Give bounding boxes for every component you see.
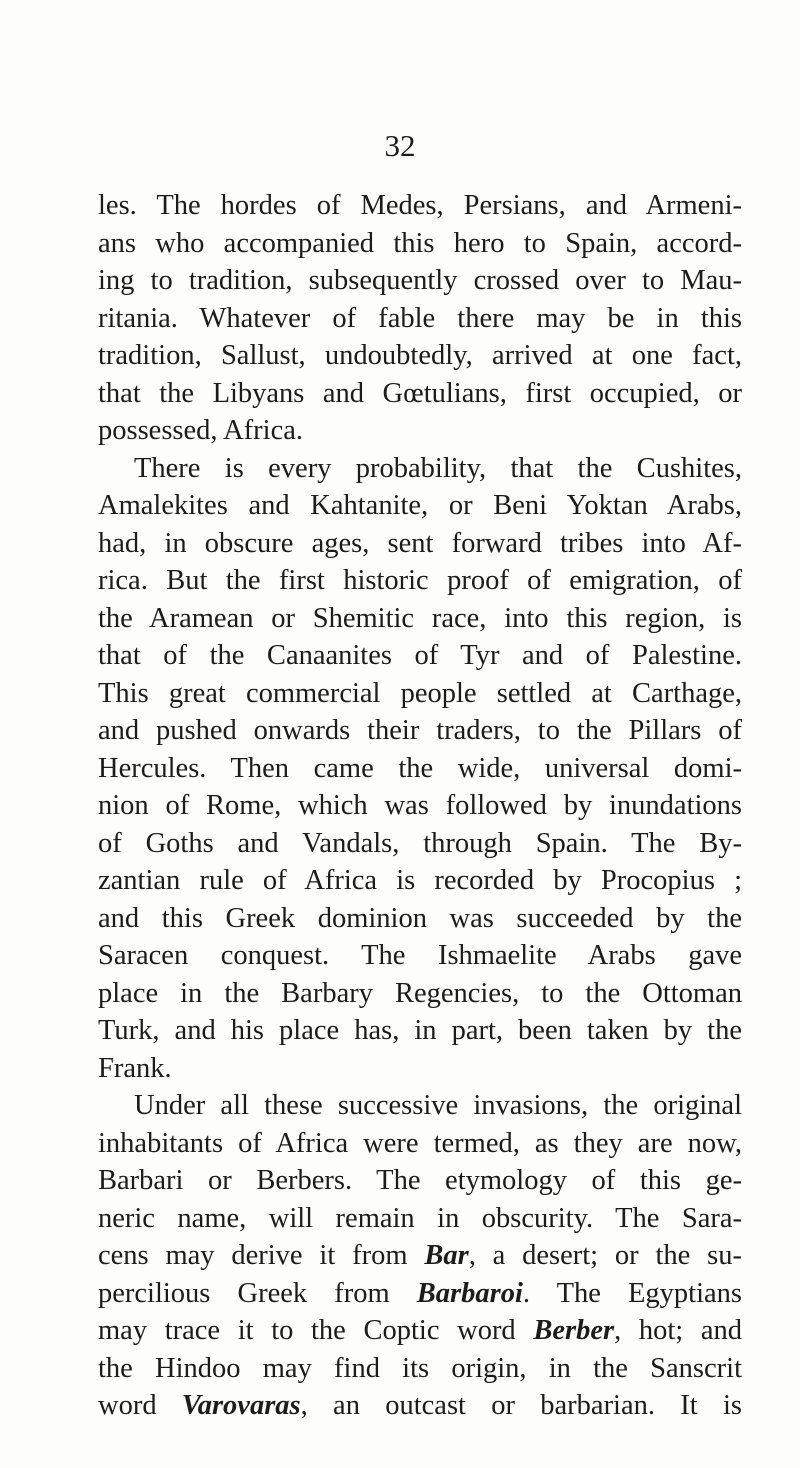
- text-line: the Aramean or Shemitic race, into this region, is: [98, 602, 742, 634]
- text-line: tradition, Sallust, undoubtedly, arrived at one fact,: [98, 340, 742, 371]
- text-line: had, in obscure ages, sent forward tribes into Af-: [98, 527, 742, 559]
- body-text: [98, 187, 742, 1425]
- text-line: and this Greek dominion was succeeded by the: [98, 902, 742, 934]
- page-number: 32: [384, 128, 416, 163]
- text-line: that of the Canaanites of Tyr and of Palestine.: [98, 640, 742, 671]
- text-line: percilious Greek from Barbaroi. The Egyptians: [98, 1277, 742, 1309]
- text-line: nion of Rome, which was followed by inundations: [98, 790, 742, 821]
- text-line: the Hindoo may find its origin, in the Sanscrit: [98, 1352, 742, 1384]
- text-line: Barbari or Berbers. The etymology of this ge-: [98, 1165, 742, 1196]
- text-line: Turk, and his place has, in part, been taken by the: [98, 1015, 742, 1046]
- emphasis-term: Berber: [533, 1315, 615, 1346]
- text-line: cens may derive it from Bar, a desert; or the su-: [98, 1240, 742, 1271]
- text-line: possessed, Africa.: [98, 415, 303, 446]
- text-line: may trace it to the Coptic word Berber, hot; and: [98, 1315, 742, 1346]
- text-line: ans who accompanied this hero to Spain, accord-: [98, 227, 742, 259]
- text-line: Saracen conquest. The Ishmaelite Arabs gave: [98, 940, 742, 971]
- text-line: zantian rule of Africa is recorded by Procopius ;: [98, 865, 742, 896]
- text-line: place in the Barbary Regencies, to the Ottoman: [98, 977, 742, 1009]
- text-line: les. The hordes of Medes, Persians, and Armeni-: [98, 190, 742, 221]
- text-line: neric name, will remain in obscurity. The Sara-: [98, 1202, 742, 1234]
- text-line: Under all these successive invasions, the original: [134, 1090, 742, 1121]
- text-line: word Varovaras, an outcast or barbarian. It is: [98, 1390, 742, 1421]
- emphasis-term: Barbaroi: [416, 1277, 523, 1309]
- text-line: rica. But the first historic proof of emigration, of: [98, 565, 742, 596]
- emphasis-term: Varovaras: [181, 1390, 301, 1421]
- text-line: There is every probability, that the Cushites,: [134, 452, 742, 484]
- text-line: This great commercial people settled at Carthage,: [98, 677, 742, 709]
- text-line: of Goths and Vandals, through Spain. The By-: [98, 827, 742, 859]
- emphasis-term: Bar: [424, 1240, 469, 1271]
- text-line: ritania. Whatever of fable there may be in this: [98, 302, 742, 334]
- text-line: Amalekites and Kahtanite, or Beni Yoktan Arabs,: [98, 490, 742, 521]
- text-line: Hercules. Then came the wide, universal domi-: [98, 752, 742, 784]
- text-line: Frank.: [98, 1052, 172, 1084]
- text-line: and pushed onwards their traders, to the Pillars of: [98, 715, 742, 746]
- text-line: that the Libyans and Gœtulians, first occupied, or: [98, 377, 742, 409]
- text-line: inhabitants of Africa were termed, as they are now,: [98, 1127, 742, 1159]
- text-line: ing to tradition, subsequently crossed over to Mau-: [98, 265, 742, 296]
